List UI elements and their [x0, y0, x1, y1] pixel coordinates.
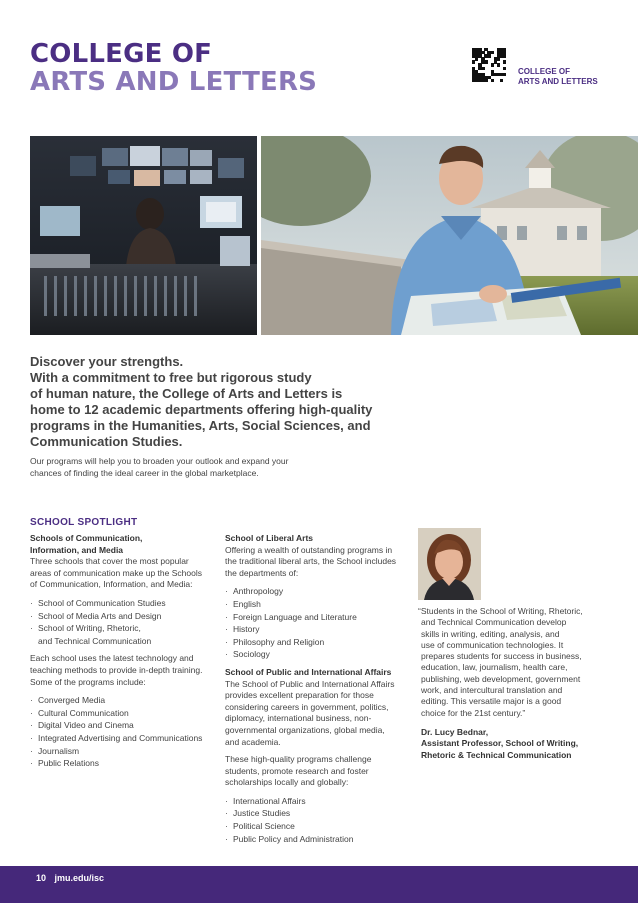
col2-para: Offering a wealth of outstanding programs in — [225, 544, 393, 555]
qr-module — [472, 60, 475, 63]
list-item: · School of Communication Studies — [30, 597, 166, 608]
quote-line: “Students in the School of Writing, Rhetoric, — [418, 606, 583, 616]
lead-line: With a commitment to free but rigorous study — [30, 370, 312, 385]
list-item: · Public Policy and Administration — [225, 833, 354, 844]
lead-line: Discover your strengths. — [30, 354, 184, 369]
column-liberal-arts — [225, 533, 410, 851]
qr-code[interactable] — [472, 48, 506, 82]
quote-line: and Technical Communication develop — [421, 617, 567, 628]
student-photo — [261, 136, 638, 335]
quote-line: work, and intercultural translation and — [421, 685, 563, 696]
col2-para: scholarships locally and globally: — [225, 777, 349, 788]
list-item: · Cultural Communication — [30, 707, 129, 718]
qr-module — [503, 54, 506, 57]
list-item: · Political Science — [225, 821, 295, 832]
title-line-2: ARTS AND LETTERS — [30, 67, 318, 97]
footer-url[interactable]: jmu.edu/isc — [54, 873, 105, 883]
col2-para: considering careers in government, politics, — [225, 701, 389, 712]
qr-module — [497, 57, 500, 60]
title-line-1: COLLEGE OF — [30, 39, 213, 69]
list-item: · Digital Video and Cinema — [30, 720, 134, 731]
quote-line: choice for the 21st century.” — [421, 707, 526, 718]
col1-para: of Communication, Information, and Media: — [30, 579, 193, 590]
studio-photo — [30, 136, 257, 335]
qr-module — [500, 79, 503, 82]
list-item: · Foreign Language and Literature — [225, 611, 357, 622]
list-item: · Public Relations — [30, 758, 99, 769]
col1-para: teaching methods to provide in-depth training. — [30, 664, 203, 675]
portrait-photo — [418, 528, 481, 600]
student-illustration — [261, 136, 638, 335]
list-item: · Sociology — [225, 649, 270, 660]
col2-heading: School of Public and International Affairs — [225, 666, 392, 677]
spotlight-heading: SCHOOL SPOTLIGHT — [30, 517, 138, 528]
list-item: · Converged Media — [30, 695, 106, 706]
quote-line: prepares students for success in business, — [421, 651, 582, 662]
quote-line: skills in writing, editing, analysis, and — [421, 628, 560, 639]
list-item: · International Affairs — [225, 795, 306, 806]
qr-module — [484, 60, 487, 63]
lead-line: programs in the Humanities, Arts, Social Sciences, and — [30, 418, 371, 433]
qr-module — [487, 54, 490, 57]
footer-text — [36, 873, 110, 883]
col1-para: Each school uses the latest technology and — [30, 653, 194, 664]
intro-line: Our programs will help you to broaden your outlook and expand your — [30, 456, 289, 466]
intro-paragraph — [30, 455, 310, 479]
col1-para: areas of communication make up the Schools — [30, 567, 202, 578]
col1-heading: Schools of Communication, — [30, 533, 143, 543]
departments-list — [225, 585, 410, 661]
lead-line: of human nature, the College of Arts and Letters is — [30, 386, 343, 401]
schools-list — [30, 597, 215, 647]
col2-para: the departments of: — [225, 567, 299, 578]
col2-para: and academia. — [225, 736, 281, 747]
col1-para: Three schools that cover the most popular — [30, 556, 189, 567]
col2-para: These high-quality programs challenge — [225, 754, 372, 765]
list-item: · Anthropology — [225, 586, 284, 597]
quote-line: education, law, journalism, health care, — [421, 662, 568, 673]
qr-module — [503, 60, 506, 63]
quote-author-title: Assistant Professor, School of Writing, — [421, 738, 579, 749]
qr-module — [497, 63, 500, 66]
qr-module — [475, 57, 478, 60]
col1-para: Some of the programs include: — [30, 676, 146, 687]
lead-line: Communication Studies. — [30, 434, 183, 449]
list-item: · Philosophy and Religion — [225, 636, 325, 647]
quote-author-title: Rhetoric & Technical Communication — [421, 749, 572, 760]
column-communication — [30, 533, 215, 776]
portrait-illustration — [418, 528, 481, 600]
quote-line: publishing, web development, government — [421, 673, 581, 684]
col2-para: governmental organizations, global media, — [225, 724, 385, 735]
page-title — [30, 40, 317, 96]
page-number: 10 — [36, 873, 47, 883]
qr-module — [503, 67, 506, 70]
side-label — [518, 67, 598, 87]
col1-heading: Information, and Media — [30, 544, 124, 555]
areas-list — [225, 795, 410, 845]
programs-list — [30, 694, 215, 770]
list-item: · History — [225, 624, 260, 635]
footer-bar — [0, 866, 638, 903]
side-label-line-1: COLLEGE OF — [518, 67, 570, 76]
lead-paragraph — [30, 354, 380, 450]
list-item: · Justice Studies — [225, 808, 291, 819]
list-item: · Integrated Advertising and Communications — [30, 732, 203, 743]
quote-line: use of communication technologies. It — [421, 639, 564, 650]
qr-module — [491, 79, 494, 82]
quote-author-name: Dr. Lucy Bednar, — [421, 726, 489, 737]
studio-illustration — [30, 136, 257, 335]
col2-para: the traditional liberal arts, the School includes — [225, 556, 397, 567]
testimonial-quote — [418, 606, 598, 761]
intro-line: chances of finding the ideal career in the global marketplace. — [30, 468, 259, 478]
col2-heading: School of Liberal Arts — [225, 533, 314, 543]
lead-line: home to 12 academic departments offering high-quality — [30, 402, 373, 417]
qr-module — [491, 63, 494, 66]
col2-para: provides excellent preparation for those — [225, 690, 374, 701]
qr-module — [481, 67, 484, 70]
list-item: · Journalism — [30, 745, 80, 756]
col2-para: students, promote research and foster — [225, 765, 369, 776]
list-item: · School of Writing, Rhetoric, and Technical Communication — [30, 623, 152, 646]
quote-line: editing. This versatile major is a good — [421, 696, 562, 707]
col2-para: diplomacy, international business, non- — [225, 713, 372, 724]
qr-module — [503, 73, 506, 76]
list-item: · School of Media Arts and Design — [30, 610, 162, 621]
qr-module — [484, 79, 487, 82]
list-item: · English — [225, 598, 261, 609]
col2-para: The School of Public and International Affairs — [225, 678, 395, 689]
qr-module — [491, 51, 494, 54]
side-label-line-2: ARTS AND LETTERS — [518, 77, 598, 86]
